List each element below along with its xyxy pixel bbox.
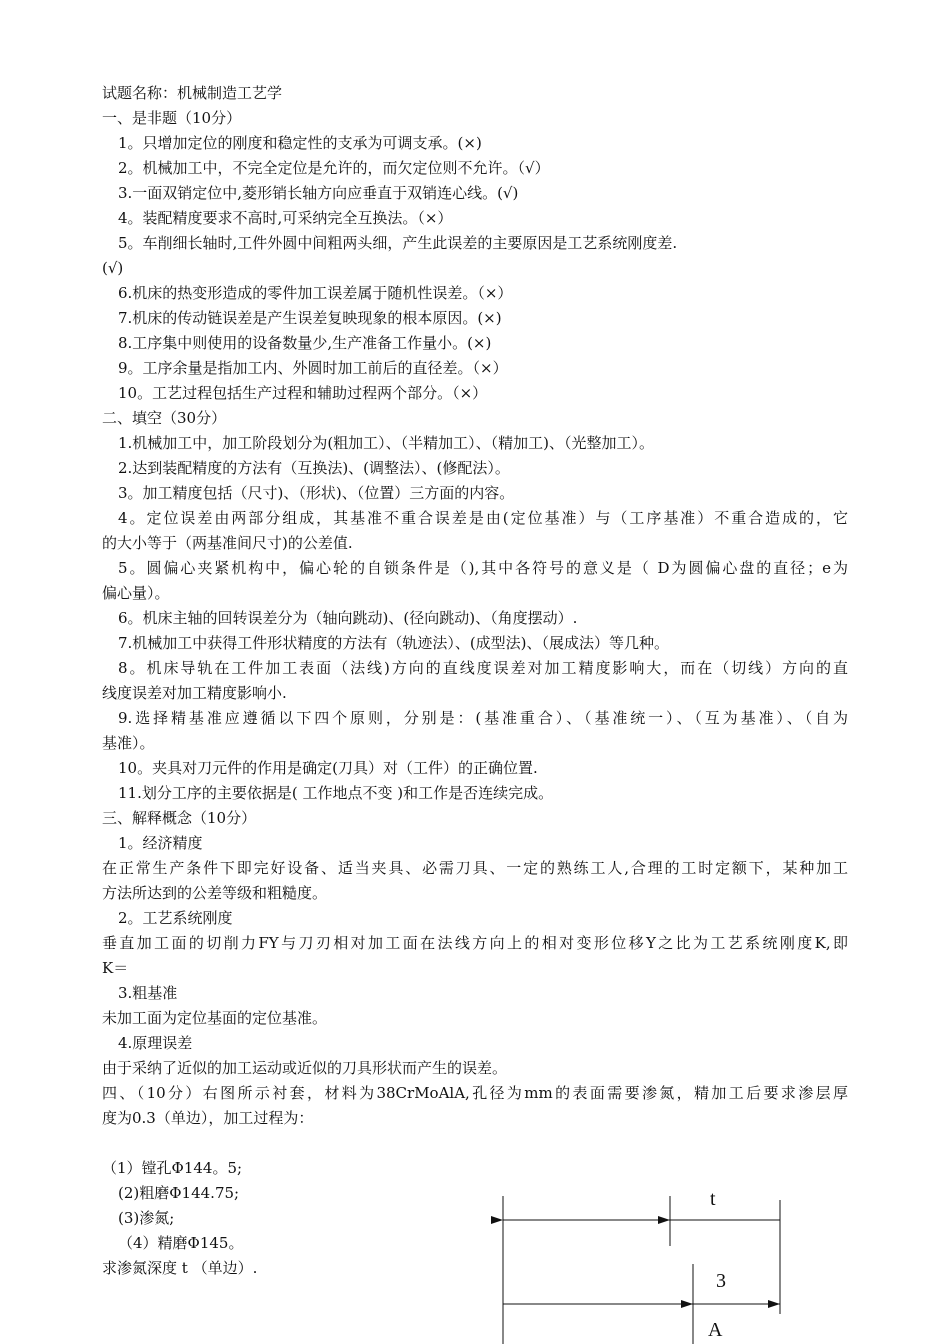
s2-question-4: 4。定位误差由两部分组成，其基准不重合误差是由(定位基准）与（工序基准）不重合造成的，它: [118, 509, 848, 527]
s2-question-5-cont: 偏心量）。: [102, 584, 170, 602]
s1-question-6: 6.机床的热变形造成的零件加工误差属于随机性误差。（×）: [118, 284, 513, 302]
exam-title: 试题名称：机械制造工艺学: [102, 84, 283, 102]
s4-step-2: (2)粗磨Φ144.75;: [118, 1184, 240, 1202]
label-a: A: [708, 1319, 723, 1341]
s2-question-6: 6。机床主轴的回转误差分为（轴向跳动)、(径向跳动)、（角度摆动）.: [118, 609, 578, 627]
section-4-heading-cont: 度为0.3（单边），加工过程为：: [102, 1109, 314, 1127]
s1-question-10: 10。工艺过程包括生产过程和辅助过程两个部分。（×）: [118, 384, 488, 402]
s2-question-9: 9.选择精基准应遵循以下四个原则，分别是：(基准重合）、（基准统一）、（互为基准）、（自为: [118, 709, 848, 727]
label-t: t: [710, 1188, 716, 1210]
s2-question-7: 7.机械加工中获得工件形状精度的方法有（轨迹法）、(成型法)、（展成法）等几种。: [118, 634, 670, 652]
s3-term-3: 3.粗基准: [118, 984, 178, 1002]
s2-question-1: 1.机械加工中，加工阶段划分为(粗加工）、（半精加工）、（精加工)、（光整加工）。: [118, 434, 655, 452]
label-3: 3: [716, 1270, 726, 1292]
s1-question-1: 1。只增加定位的刚度和稳定性的支承为可调支承。(×): [118, 134, 482, 152]
s2-question-5: 5。圆偏心夹紧机构中，偏心轮的自锁条件是（),其中各符号的意义是（ D为圆偏心盘的直径；e为: [118, 559, 848, 577]
s1-question-2: 2。机械加工中，不完全定位是允许的，而欠定位则不允许。（√）: [118, 159, 550, 177]
s1-question-5-answer: (√): [102, 259, 124, 277]
s3-definition-2: 垂直加工面的切削力FY与刀刃相对加工面在法线方向上的相对变形位移Y之比为工艺系统刚度K,即: [102, 934, 848, 952]
s3-term-2: 2。工艺系统刚度: [118, 909, 233, 927]
s3-definition-3: 未加工面为定位基面的定位基准。: [102, 1009, 328, 1027]
section-3-heading: 三、解释概念（10分）: [102, 809, 257, 827]
s1-question-3: 3.一面双销定位中,菱形销长轴方向应垂直于双销连心线。(√): [118, 184, 519, 202]
s1-question-9: 9。工序余量是指加工内、外圆时加工前后的直径差。（×）: [118, 359, 508, 377]
s3-definition-1: 在正常生产条件下即完好设备、适当夹具、必需刀具、一定的熟练工人,合理的工时定额下，某种加工: [102, 859, 848, 877]
s2-question-8: 8。机床导轨在工件加工表面（法线)方向的直线度误差对加工精度影响大，而在（切线）方向的直: [118, 659, 848, 677]
section-1-heading: 一、是非题（10分）: [102, 109, 242, 127]
s4-step-3: (3)渗氮;: [118, 1209, 175, 1227]
s2-question-11: 11.划分工序的主要依据是( 工作地点不变 )和工作是否连续完成。: [118, 784, 554, 802]
s4-step-1: （1）镗孔Φ144。5;: [102, 1159, 243, 1177]
section-4-heading: 四、（10分）右图所示衬套，材料为38CrMoAlA,孔径为mm的表面需要渗氮，精加工后要求渗层厚: [102, 1084, 848, 1102]
s3-term-1: 1。经济精度: [118, 834, 203, 852]
s3-definition-1-cont: 方法所达到的公差等级和粗糙度。: [102, 884, 328, 902]
s4-question: 求渗氮深度 t （单边）.: [102, 1259, 258, 1277]
s2-question-2: 2.达到装配精度的方法有（互换法)、(调整法）、(修配法）。: [118, 459, 510, 477]
s3-definition-2-cont: K＝: [102, 959, 129, 977]
s2-question-10: 10。夹具对刀元件的作用是确定(刀具）对（工件）的正确位置.: [118, 759, 538, 777]
s3-definition-4: 由于采纳了近似的加工运动或近似的刀具形状而产生的误差。: [102, 1059, 508, 1077]
s1-question-5: 5。车削细长轴时,工件外圆中间粗两头细，产生此误差的主要原因是工艺系统刚度差.: [118, 234, 678, 252]
section-2-heading: 二、填空（30分）: [102, 409, 227, 427]
s2-question-8-cont: 线度误差对加工精度影响小.: [102, 684, 287, 702]
s2-question-3: 3。加工精度包括（尺寸)、（形状)、（位置）三方面的内容。: [118, 484, 515, 502]
s2-question-4-cont: 的大小等于（两基准间尺寸)的公差值.: [102, 534, 353, 552]
s2-question-9-cont: 基准）。: [102, 734, 155, 752]
s1-question-8: 8.工序集中则使用的设备数量少,生产准备工作量小。(×): [118, 334, 492, 352]
s4-step-4: （4）精磨Φ145。: [118, 1234, 244, 1252]
s1-question-7: 7.机床的传动链误差是产生误差复映现象的根本原因。(×): [118, 309, 502, 327]
s3-term-4: 4.原理误差: [118, 1034, 193, 1052]
dimension-chain-diagram: [490, 1180, 800, 1344]
s1-question-4: 4。装配精度要求不高时,可采纳完全互换法。（×）: [118, 209, 453, 227]
